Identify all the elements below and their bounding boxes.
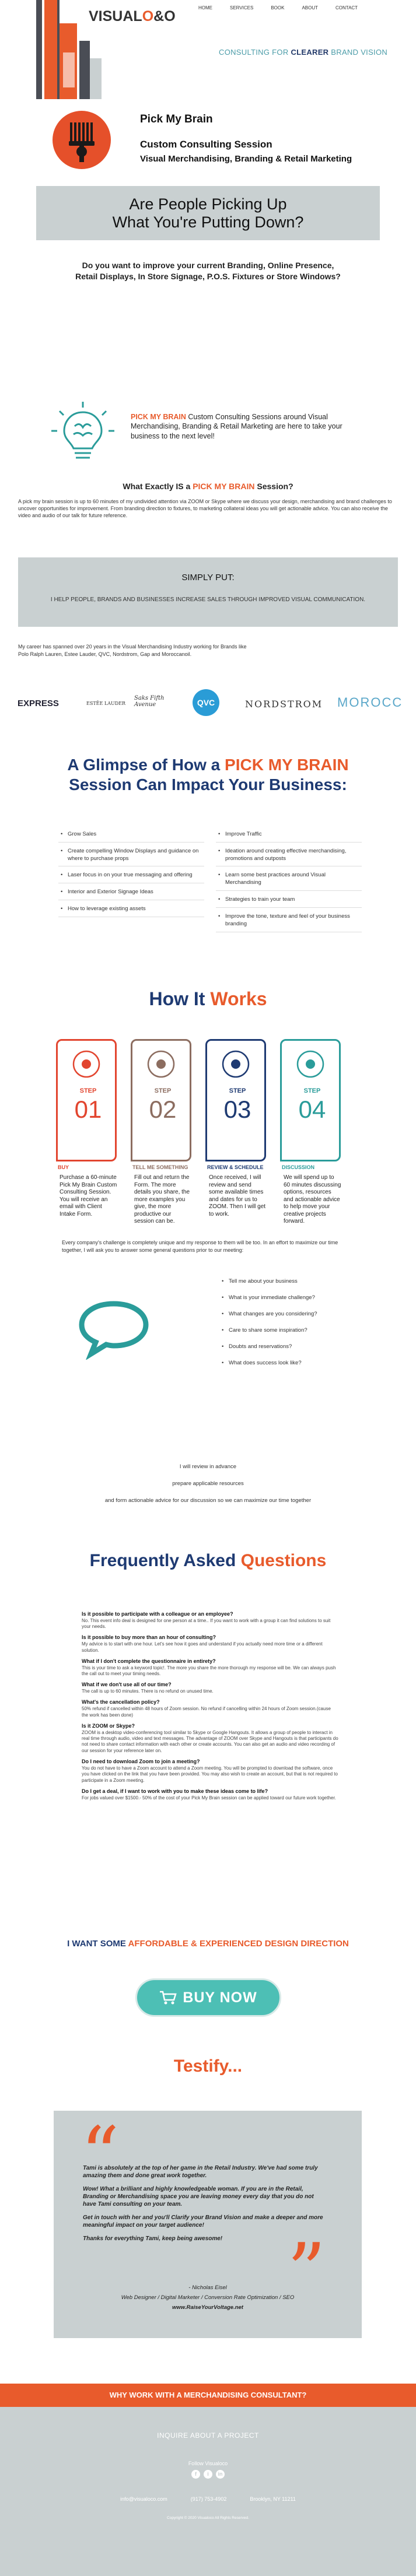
footer-email[interactable]: info@visualoco.com: [120, 2496, 167, 2502]
questions-list: [221, 1278, 396, 1376]
faq-question: What's the cancellation policy?: [82, 1699, 160, 1705]
sig-name: - Nicholas Eisel: [188, 2284, 227, 2291]
step-icon: [282, 1043, 339, 1084]
step-number: 02: [149, 1096, 177, 1123]
step-number: 04: [298, 1096, 326, 1123]
buy-now-button[interactable]: [135, 1978, 281, 2017]
whatis-paragraph: A pick my brain session is up to 60 minutes of my undivided attention via ZOOM or Skype where we discuss your design, merchandising and brand challenges to uncover opportunities for improvement. From branding direction to fixtures, to marketing collateral ideas you will get actionable advice. You can also receive the video and audio of our talk for future reference.: [18, 499, 392, 519]
logo-text[interactable]: VISUALO&O: [89, 8, 176, 24]
faq-heading: Frequently Asked Questions: [89, 1551, 327, 1570]
afro-pick-image: [53, 111, 111, 169]
faq-question: What if we don't use all of our time?: [82, 1682, 172, 1688]
open-quote-icon: “: [81, 2110, 120, 2199]
benefit-right-item: • Improve Traffic: [216, 831, 362, 843]
follow-label: Follow Visualoco: [188, 2461, 228, 2466]
testimonial-p4: Thanks for everything Tami, keep being awesome!: [83, 2235, 223, 2242]
faq-question: Do I get a deal, if I want to work with you to make these ideas come to life?: [82, 1788, 268, 1795]
copyright: Copyright © 2020 Visualoco All Rights Reserved.: [167, 2516, 249, 2520]
step-text: Once received, I will review and send some available times and dates for us to ZOOM. Then I will get to work.: [209, 1174, 266, 1217]
banner-line-2: What You're Putting Down?: [112, 213, 304, 231]
faq-answer: My advice is to start with one hour. Let's see how it goes and understand if you actually need more time or a different solution.: [82, 1641, 323, 1653]
speech-bubble-icon: [76, 1296, 152, 1360]
footer-location: Brooklyn, NY 11211: [250, 2496, 296, 2502]
close-quote-icon: ”: [287, 2227, 326, 2315]
footer-banner[interactable]: WHY WORK WITH A MERCHANDISING CONSULTANT?: [0, 2384, 416, 2407]
testimonial-p1: Tami is absolutely at the top of her game in the Retail Industry. We've had some truly amazing them and done great work together.: [83, 2165, 318, 2179]
testify-heading: Testify...: [173, 2056, 243, 2076]
simply-put-box: [18, 557, 398, 627]
benefit-right-item: • Strategies to train your team: [216, 896, 362, 908]
facebook-icon[interactable]: f: [191, 2470, 200, 2479]
benefit-right-item: • Learn some best practices around Visual Merchandising: [216, 872, 362, 891]
faq-answer: You do not have to have a Zoom account to attend a Zoom meeting. You will be prompted to download the software, once you have clicked on the link that you have been provided. You may also wish to create an account, but that is not required to participate in a Zoom meeting.: [82, 1765, 338, 1783]
step-icon: [132, 1043, 190, 1084]
site-header: [0, 0, 416, 99]
step-title: DISCUSSION: [282, 1164, 315, 1170]
step-label: STEP: [303, 1087, 321, 1094]
step-card: [131, 1039, 191, 1161]
footer-phone[interactable]: (917) 753-4902: [190, 2496, 227, 2502]
advice-2: prepare applicable resources: [172, 1480, 244, 1487]
question-item: • What changes are you considering?: [221, 1311, 396, 1327]
testimonial-signature: [54, 2283, 362, 2312]
instagram-icon[interactable]: i: [204, 2470, 212, 2479]
career-line-1: My career has spanned over 20 years in the Visual Merchandising Industry working for Brands like: [18, 644, 247, 650]
faq-answer: No. This event info deal is designed for one person at a time.. If you want to work with a group it can find solutions to suit your needs.: [82, 1617, 331, 1630]
question-item: • Doubts and reservations?: [221, 1343, 396, 1360]
contact-row: [0, 2496, 416, 2502]
step-title: REVIEW & SCHEDULE: [207, 1164, 264, 1170]
step-label: STEP: [154, 1087, 172, 1094]
logo-estee-lauder: ESTĒE LAUDER: [86, 701, 125, 706]
intro-line-2: Retail Displays, In Store Signage, P.O.S. Fixtures or Store Windows?: [75, 271, 341, 281]
pmb-section: [0, 111, 416, 172]
step-card: [280, 1039, 341, 1161]
advice-3: and form actionable advice for our discussion so we can maximize our time together: [104, 1497, 312, 1504]
step-label: STEP: [229, 1087, 246, 1094]
logo-moroccanoil: MOROCC: [337, 695, 403, 710]
simply-text: I HELP PEOPLE, BRANDS AND BUSINESSES INCREASE SALES THROUGH IMPROVED VISUAL COMMUNICATION.: [50, 596, 366, 603]
faq-answer: This is your time to ask a keyword topic!. The more you share the more thorough my response will be. We can always push the call out to meet your timing needs.: [82, 1665, 336, 1677]
advice-list: [0, 1464, 416, 1514]
pmb-subtitle: Custom Consulting Session: [140, 139, 272, 150]
tagline: CONSULTING FOR CLEARER BRAND VISION: [219, 48, 388, 57]
inquire-link[interactable]: INQUIRE ABOUT A PROJECT: [157, 2431, 259, 2440]
benefits-left: [58, 831, 204, 922]
advice-1: I will review in advance: [179, 1464, 237, 1470]
benefit-left-item: • How to leverage existing assets: [58, 906, 204, 917]
question-item: • Care to share some inspiration?: [221, 1327, 396, 1343]
nav-book[interactable]: BOOK: [271, 5, 285, 10]
cart-icon: [159, 1990, 177, 2005]
pmb-description: PICK MY BRAIN Custom Consulting Sessions around Visual Merchandising, Branding & Retail Marketing are here to take your business to the next level!: [131, 413, 342, 440]
step-number: 03: [223, 1096, 251, 1123]
nav-home[interactable]: HOME: [198, 5, 212, 10]
testimonial-p2: Wow! What a brilliant and highly knowledgeable woman. If you are in the Retail, Branding or Merchandising space you are leaving money every day that you do not have Tami consulting on your team.: [83, 2186, 314, 2208]
i-want-heading: I WANT SOME AFFORDABLE & EXPERIENCED DESIGN DIRECTION: [67, 1939, 349, 1949]
step-icon: [58, 1043, 115, 1084]
logo-saks: Saks Fifth Avenue: [134, 695, 165, 708]
testimonial-p3: Get in touch with her and you'll Clarify your Brand Vision and make a deeper and more meaningful impact on your target audience!: [83, 2214, 323, 2228]
faq-list: [82, 1606, 338, 1801]
benefit-left-item: • Create compelling Window Displays and guidance on where to purchase props: [58, 848, 204, 867]
question-item: • What is your immediate challenge?: [221, 1294, 396, 1311]
benefit-left-item: • Grow Sales: [58, 831, 204, 843]
step-text: We will spend up to 60 minutes discussing options, resources and actionable advice to help move your creative projects forward.: [284, 1174, 341, 1224]
benefit-right-item: • Improve the tone, texture and feel of your business branding: [216, 913, 362, 932]
career-text: [18, 643, 397, 658]
testimonial-box: [54, 2111, 362, 2338]
step-label: STEP: [79, 1087, 97, 1094]
faq-question: Is it possible to participate with a colleague or an employee?: [82, 1611, 233, 1617]
logo-express: EXPRESS: [18, 699, 59, 708]
main-nav: [198, 5, 358, 10]
nav-services[interactable]: SERVICES: [230, 5, 254, 10]
lightbulb-brain-icon: [48, 399, 118, 469]
step-text: Fill out and return the Form. The more details you share, the more examples you give, the more productive our session can be.: [134, 1174, 190, 1224]
nav-contact[interactable]: CONTACT: [335, 5, 358, 10]
faq-answer: 50% refund if cancelled within 48 hours of Zoom session. No refund if cancelling within 24 hours of Zoom session.(cause the work has been done): [82, 1706, 331, 1718]
benefits-right: [216, 831, 362, 938]
faq-answer: For jobs valued over $1500.- 50% of the cost of your Pick My Brain session can be applied toward our future work together.: [82, 1795, 336, 1801]
sig-site[interactable]: www.RaiseYourVoltage.net: [172, 2304, 243, 2311]
step-4: [280, 1039, 341, 1224]
question-item: • What does success look like?: [221, 1360, 396, 1376]
intro-line-1: Do you want to improve your current Branding, Online Presence,: [82, 261, 334, 270]
faq-answer: The call is up to 60 minutes. There is no refund on unused time.: [82, 1689, 214, 1694]
question-banner: [36, 186, 380, 240]
step-card: [56, 1039, 117, 1161]
social-icons: [0, 2470, 416, 2479]
step-title: BUY: [58, 1164, 69, 1170]
sig-title: Web Designer / Digital Marketer / Conversion Rate Optimization / SEO: [121, 2294, 295, 2301]
glimpse-heading: A Glimpse of How a PICK MY BRAIN Session Can Impact Your Business:: [0, 755, 416, 794]
faq-question: What if I don't complete the questionnaire in entirety?: [82, 1658, 216, 1664]
step-text: Purchase a 60-minute Pick My Brain Custom Consulting Session. You will receive an email with Client Intake Form.: [60, 1174, 117, 1217]
buy-now-label: BUY NOW: [183, 1989, 257, 2006]
intro-question: [0, 260, 416, 282]
step-card: [205, 1039, 266, 1161]
nav-about[interactable]: ABOUT: [302, 5, 318, 10]
faq-question: Is it ZOOM or Skype?: [82, 1722, 135, 1729]
faq-question: Do I need to download Zoom to join a meeting?: [82, 1759, 200, 1765]
pmb-subtitle2: Visual Merchandising, Branding & Retail Marketing: [140, 154, 352, 164]
step-icon: [207, 1043, 264, 1084]
whatis-heading: What Exactly IS a PICK MY BRAIN Session?: [123, 482, 293, 491]
pmb-title: Pick My Brain: [140, 113, 213, 125]
step-number: 01: [74, 1096, 102, 1123]
step-1: [56, 1039, 117, 1217]
step-3: [205, 1039, 266, 1217]
benefit-left-item: • Laser focus in on your true messaging and offering: [58, 872, 204, 883]
simply-title: SIMPLY PUT:: [181, 573, 235, 582]
linkedin-icon[interactable]: in: [216, 2470, 225, 2479]
how-it-works-heading: How It Works: [149, 988, 267, 1009]
brand-logos: [0, 686, 416, 724]
question-item: • Tell me about your business: [221, 1278, 396, 1294]
logo-qvc: QVC: [193, 689, 219, 716]
challenge-text: Every company's challenge is completely unique and my response to them will be too. In an effort to maximize our time together, I will ask you to answer some general questions prior to our meeting:: [62, 1240, 338, 1253]
banner-line-1: Are People Picking Up: [129, 195, 287, 213]
benefit-left-item: • Interior and Exterior Signage Ideas: [58, 889, 204, 900]
career-line-2: Polo Ralph Lauren, Estee Lauder, QVC, Nordstrom, Gap and Moroccanoil.: [18, 651, 192, 657]
step-title: TELL ME SOMETHING: [132, 1164, 188, 1170]
step-2: [131, 1039, 191, 1224]
glimpse-line-2: Session Can Impact Your Business:: [69, 775, 347, 794]
logo-nordstrom: NORDSTROM: [245, 699, 323, 710]
benefit-right-item: • Ideation around creating effective merchandising, promotions and outposts: [216, 848, 362, 867]
faq-answer: ZOOM is a desktop video-conferencing tool similar to Skype or Google Hangouts. It allows a group of people to interact in real time through audio, video and text messages. The advantage of ZOOM over Skype and Hangouts is that participants do not need to share contact information with each other or create accounts. You can also get an audio and video recording of our session for your reference later on.: [82, 1729, 338, 1753]
faq-question: Is it possible to buy more than an hour of consulting?: [82, 1634, 216, 1641]
site-footer: [0, 2407, 416, 2576]
